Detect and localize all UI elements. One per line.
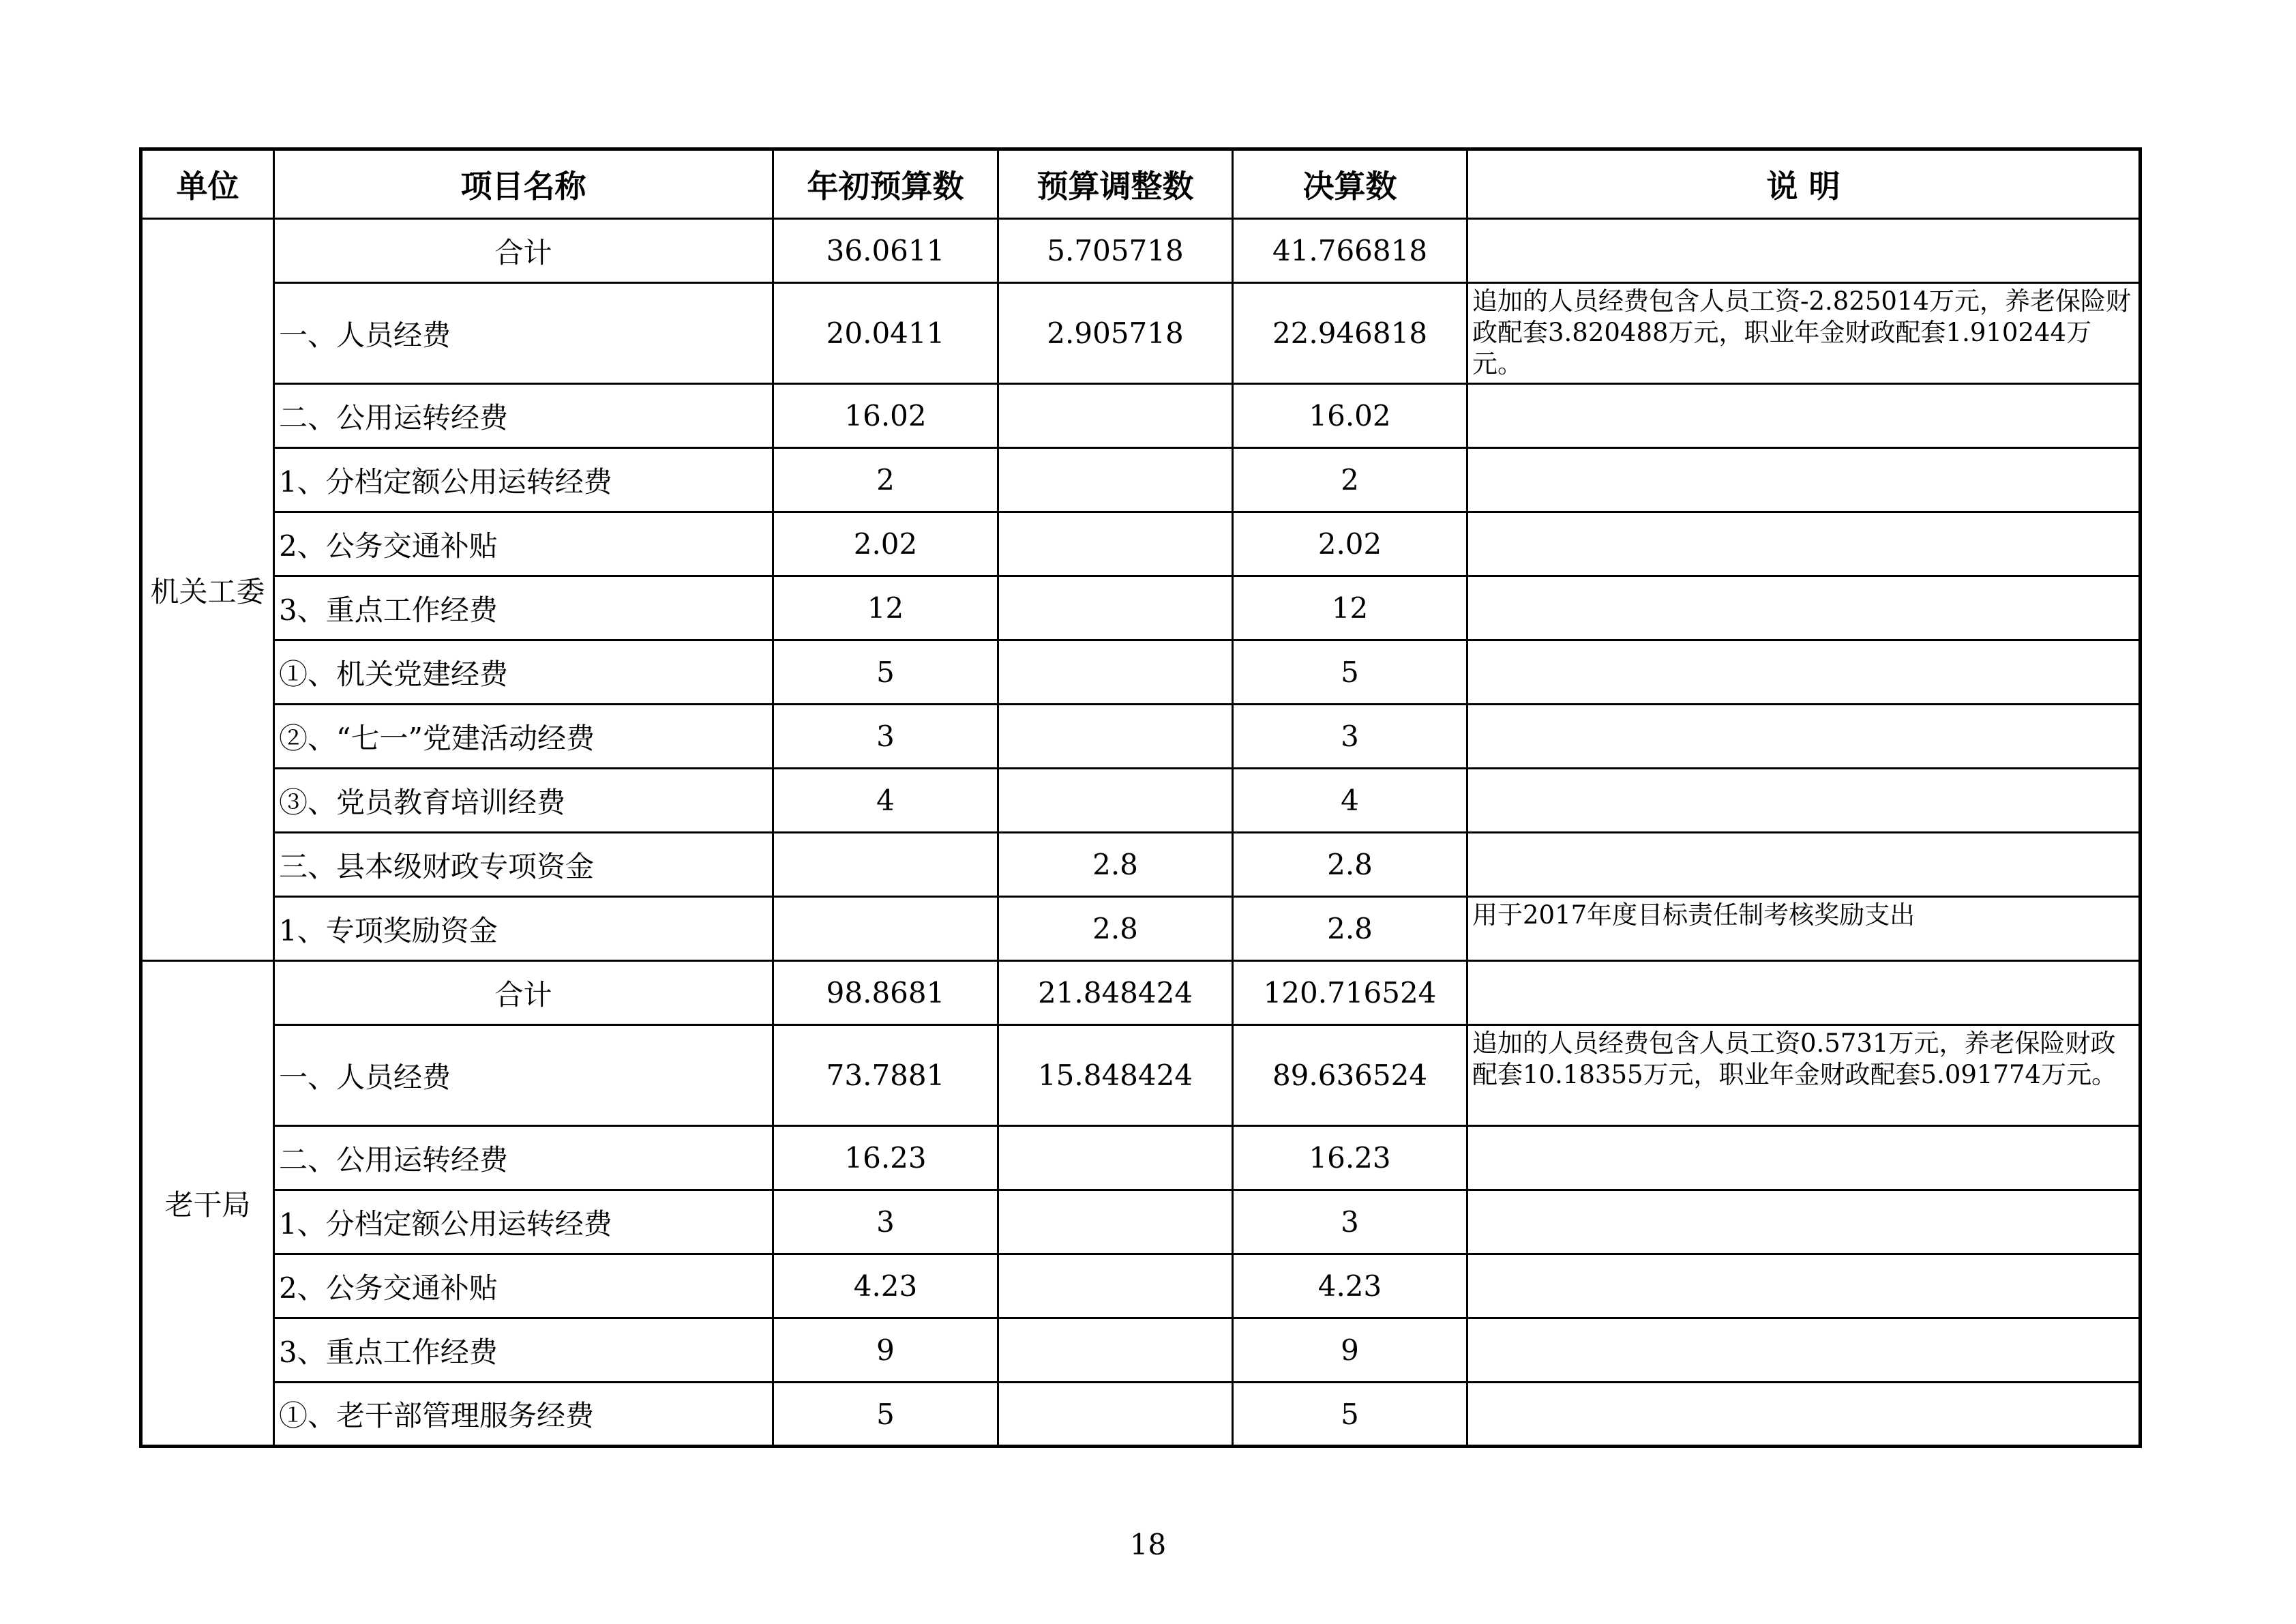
- table-row: [141, 961, 2141, 1025]
- note-cell: [1467, 961, 2141, 1025]
- header-note: 说 明: [1467, 149, 2141, 219]
- initial-budget-cell: 2: [773, 448, 998, 512]
- table-row: [141, 769, 2141, 833]
- final-accounts-cell: 120.716524: [1233, 961, 1467, 1025]
- header-initial: 年初预算数: [773, 149, 998, 219]
- final-accounts-cell: 22.946818: [1233, 283, 1467, 384]
- budget-adjustment-cell: 21.848424: [998, 961, 1233, 1025]
- header-unit: 单位: [141, 149, 274, 219]
- table-row: [141, 384, 2141, 448]
- unit-cell: 机关工委: [141, 219, 274, 961]
- final-accounts-cell: 16.02: [1233, 384, 1467, 448]
- note-cell: 追加的人员经费包含人员工资0.5731万元，养老保险财政配套10.18355万元，职业年金财政配套5.091774万元。: [1467, 1025, 2141, 1126]
- item-name-cell: 三、县本级财政专项资金: [274, 833, 773, 897]
- initial-budget-cell: 4.23: [773, 1254, 998, 1318]
- table-row: [141, 897, 2141, 961]
- initial-budget-cell: 20.0411: [773, 283, 998, 384]
- final-accounts-cell: 4.23: [1233, 1254, 1467, 1318]
- final-accounts-cell: 4: [1233, 769, 1467, 833]
- item-name-cell: ②、“七一”党建活动经费: [274, 705, 773, 769]
- note-cell: [1467, 705, 2141, 769]
- header-item: 项目名称: [274, 149, 773, 219]
- initial-budget-cell: 5: [773, 640, 998, 705]
- initial-budget-cell: 3: [773, 705, 998, 769]
- budget-adjustment-cell: [998, 384, 1233, 448]
- budget-adjustment-cell: 2.8: [998, 833, 1233, 897]
- initial-budget-cell: 36.0611: [773, 219, 998, 283]
- table-row: [141, 512, 2141, 576]
- table-row: [141, 705, 2141, 769]
- item-name-cell: 3、重点工作经费: [274, 1318, 773, 1383]
- final-accounts-cell: 2.8: [1233, 833, 1467, 897]
- note-cell: [1467, 1126, 2141, 1190]
- table-row: [141, 1318, 2141, 1383]
- page-number: 18: [1129, 1528, 1167, 1561]
- item-name-cell: 合计: [274, 219, 773, 283]
- note-cell: [1467, 769, 2141, 833]
- item-name-cell: 合计: [274, 961, 773, 1025]
- table-row: [141, 1025, 2141, 1126]
- initial-budget-cell: [773, 833, 998, 897]
- item-name-cell: ①、老干部管理服务经费: [274, 1383, 773, 1447]
- budget-adjustment-cell: [998, 1254, 1233, 1318]
- unit-cell: 老干局: [141, 961, 274, 1447]
- initial-budget-cell: [773, 897, 998, 961]
- item-name-cell: 1、分档定额公用运转经费: [274, 1190, 773, 1254]
- item-name-cell: 1、分档定额公用运转经费: [274, 448, 773, 512]
- budget-adjustment-cell: [998, 1126, 1233, 1190]
- final-accounts-cell: 3: [1233, 705, 1467, 769]
- final-accounts-cell: 3: [1233, 1190, 1467, 1254]
- initial-budget-cell: 16.23: [773, 1126, 998, 1190]
- note-cell: [1467, 1254, 2141, 1318]
- item-name-cell: 2、公务交通补贴: [274, 1254, 773, 1318]
- item-name-cell: 一、人员经费: [274, 1025, 773, 1126]
- table-row: [141, 1126, 2141, 1190]
- initial-budget-cell: 5: [773, 1383, 998, 1447]
- table-row: [141, 640, 2141, 705]
- note-cell: [1467, 1190, 2141, 1254]
- budget-adjustment-cell: 2.8: [998, 897, 1233, 961]
- table-row: [141, 448, 2141, 512]
- initial-budget-cell: 9: [773, 1318, 998, 1383]
- note-cell: [1467, 1318, 2141, 1383]
- table-row: [141, 283, 2141, 384]
- final-accounts-cell: 89.636524: [1233, 1025, 1467, 1126]
- initial-budget-cell: 12: [773, 576, 998, 640]
- note-cell: [1467, 640, 2141, 705]
- table-row: [141, 219, 2141, 283]
- final-accounts-cell: 2: [1233, 448, 1467, 512]
- item-name-cell: ③、党员教育培训经费: [274, 769, 773, 833]
- item-name-cell: 1、专项奖励资金: [274, 897, 773, 961]
- budget-adjustment-cell: [998, 1383, 1233, 1447]
- header-final: 决算数: [1233, 149, 1467, 219]
- note-cell: [1467, 384, 2141, 448]
- final-accounts-cell: 41.766818: [1233, 219, 1467, 283]
- initial-budget-cell: 3: [773, 1190, 998, 1254]
- final-accounts-cell: 5: [1233, 640, 1467, 705]
- note-cell: [1467, 219, 2141, 283]
- note-cell: [1467, 512, 2141, 576]
- initial-budget-cell: 4: [773, 769, 998, 833]
- final-accounts-cell: 2.02: [1233, 512, 1467, 576]
- budget-adjustment-cell: [998, 640, 1233, 705]
- budget-adjustment-cell: 15.848424: [998, 1025, 1233, 1126]
- initial-budget-cell: 2.02: [773, 512, 998, 576]
- item-name-cell: 3、重点工作经费: [274, 576, 773, 640]
- note-cell: 追加的人员经费包含人员工资-2.825014万元，养老保险财政配套3.820488万元，职业年金财政配套1.910244万元。: [1467, 283, 2141, 384]
- budget-adjustment-cell: 5.705718: [998, 219, 1233, 283]
- item-name-cell: 2、公务交通补贴: [274, 512, 773, 576]
- item-name-cell: 一、人员经费: [274, 283, 773, 384]
- table-row: [141, 1254, 2141, 1318]
- budget-adjustment-cell: [998, 1318, 1233, 1383]
- budget-adjustment-cell: [998, 769, 1233, 833]
- table-row: [141, 576, 2141, 640]
- initial-budget-cell: 73.7881: [773, 1025, 998, 1126]
- budget-adjustment-cell: 2.905718: [998, 283, 1233, 384]
- table-row: [141, 833, 2141, 897]
- budget-adjustment-cell: [998, 1190, 1233, 1254]
- note-cell: [1467, 448, 2141, 512]
- table-row: [141, 1383, 2141, 1447]
- note-cell: [1467, 1383, 2141, 1447]
- final-accounts-cell: 2.8: [1233, 897, 1467, 961]
- table-body: [141, 219, 2141, 1447]
- budget-adjustment-cell: [998, 705, 1233, 769]
- initial-budget-cell: 98.8681: [773, 961, 998, 1025]
- final-accounts-cell: 5: [1233, 1383, 1467, 1447]
- final-accounts-cell: 12: [1233, 576, 1467, 640]
- budget-adjustment-cell: [998, 576, 1233, 640]
- final-accounts-cell: 9: [1233, 1318, 1467, 1383]
- budget-adjustment-cell: [998, 448, 1233, 512]
- note-cell: [1467, 576, 2141, 640]
- item-name-cell: 二、公用运转经费: [274, 1126, 773, 1190]
- item-name-cell: 二、公用运转经费: [274, 384, 773, 448]
- item-name-cell: ①、机关党建经费: [274, 640, 773, 705]
- note-cell: 用于2017年度目标责任制考核奖励支出: [1467, 897, 2141, 961]
- table-row: [141, 1190, 2141, 1254]
- budget-adjustment-cell: [998, 512, 1233, 576]
- note-cell: [1467, 833, 2141, 897]
- header-row: [141, 149, 2141, 219]
- header-adjust: 预算调整数: [998, 149, 1233, 219]
- initial-budget-cell: 16.02: [773, 384, 998, 448]
- budget-table: [139, 147, 2142, 1448]
- final-accounts-cell: 16.23: [1233, 1126, 1467, 1190]
